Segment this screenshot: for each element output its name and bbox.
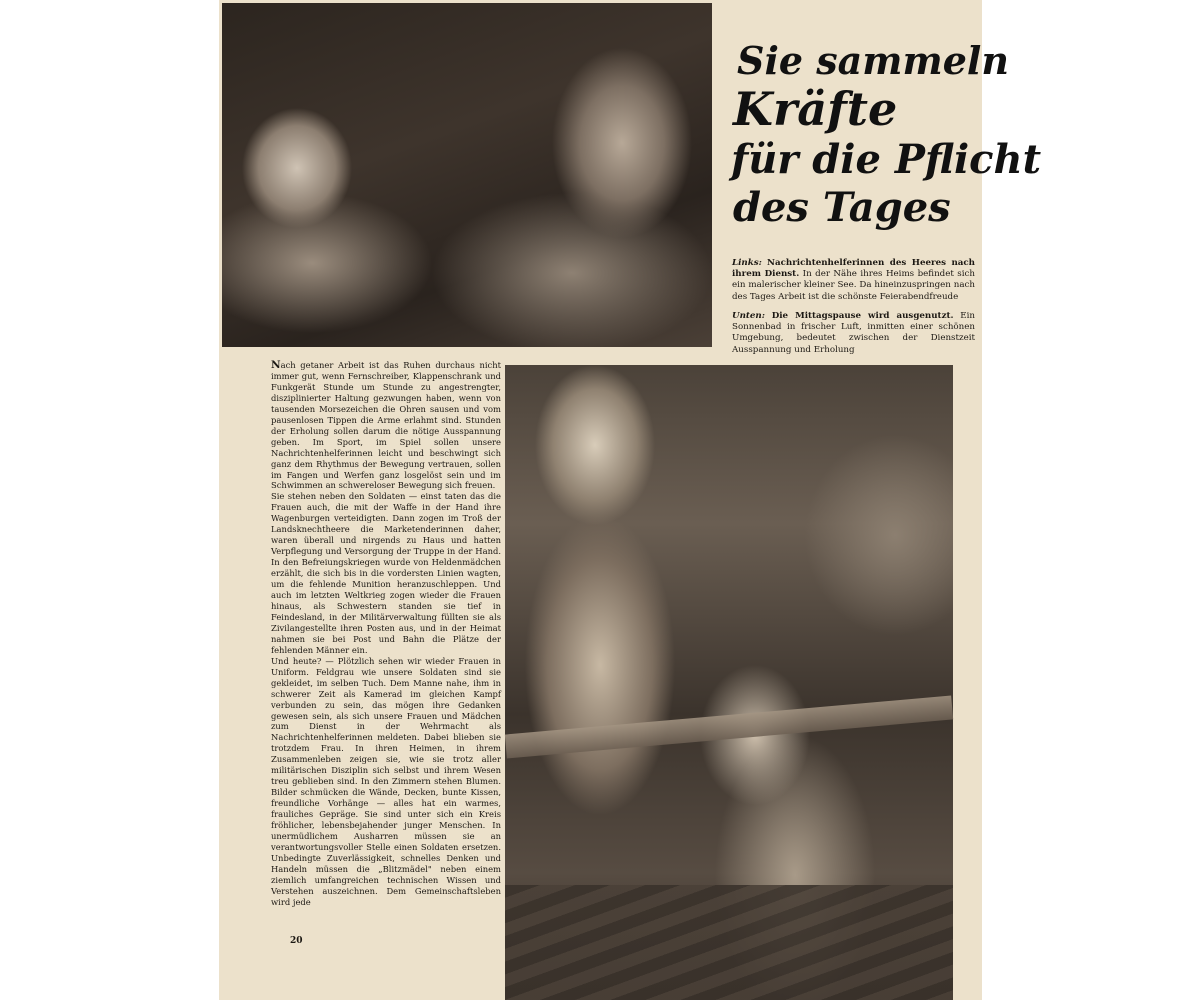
caption-below-bold: Die Mittagspause wird ausgenutzt. xyxy=(771,311,954,321)
headline-line-2: Kräfte xyxy=(733,82,898,136)
headline-line-4: des Tages xyxy=(733,184,951,231)
deck-shape xyxy=(505,885,953,1000)
caption-left xyxy=(732,258,975,303)
headline-line-3: für die Pflicht xyxy=(731,136,1042,183)
page-number: 20 xyxy=(290,936,303,946)
swimming-photo xyxy=(222,3,712,347)
caption-below xyxy=(732,311,975,356)
article-paragraph-text: ach getaner Arbeit ist das Ruhen durchaus nicht immer gut, wenn Fernschreiber, Klappenschrank und Funkgerät Stunde um Stunde zu angestrengter, disziplinierter Haltung gezwungen haben, wenn von tausenden Morsezeichen die Ohren sausen und vom pausenlosen Tippen die Arme erlahmt sind. Stunden der Erholung sollen darum die nötige Ausspannung geben. Im Sport, im Spiel sollen unsere Nachrichtenhelferinnen leicht und beschwingt sich ganz dem Rhythmus der Bewegung vertrauen, sollen im Fangen und Werfen ganz losgelöst sein und im Schwimmen an schwereloser Bewegung sich freuen. xyxy=(271,360,501,491)
article-paragraph xyxy=(271,360,501,491)
article-body xyxy=(271,360,501,930)
railing-shape xyxy=(505,696,953,759)
caption-left-bold: Nachrichtenhelferinnen des Heeres nach ihrem Dienst. xyxy=(732,258,976,280)
drop-cap: N xyxy=(271,359,281,371)
magazine-page xyxy=(219,0,1042,1000)
article-paragraph: Sie stehen neben den Soldaten — einst taten das die Frauen auch, die mit der Waffe in der Hand ihre Wagenburgen verteidigten. Dann zogen im Troß der Landsknechtheere die Marketenderinnen daher, waren überall und nirgends zu Haus und hatten Verpflegung und Versorgung der Truppe in der Hand. In den Befreiungskriegen wurde von Heldenmädchen erzählt, die sich bis in die vordersten Linien wagten, um die fehlende Munition heranzuschleppen. Und auch im letzten Weltkrieg zogen wieder die Frauen hinaus, als Schwestern standen sie tief in Feindesland, in der Militärverwaltung füllten sie als Zivilangestellte ihren Posten aus, und in der Heimat nahmen sie bei Post und Bahn die Plätze der fehlenden Männer ein. xyxy=(271,491,501,655)
caption-below-lead: Unten: xyxy=(732,311,765,321)
caption-below-text: Ein Sonnenbad in frischer Luft, inmitten einer schönen Umgebung, bedeutet zwischen der Dienstzeit Ausspannung und Erholung xyxy=(732,311,976,355)
headline-line-1: Sie sammeln xyxy=(737,38,1009,83)
caption-left-lead: Links: xyxy=(732,258,762,268)
caption-left-text: In der Nähe ihres Heims befindet sich ein malerischer kleiner See. Da hineinzuspringen nach des Tages Arbeit ist die schönste Feierabendfreude xyxy=(732,269,975,302)
headline xyxy=(731,38,1042,231)
sunbathing-photo xyxy=(505,365,953,1000)
article-paragraph: Und heute? — Plötzlich sehen wir wieder Frauen in Uniform. Feldgrau wie unsere Soldaten sind sie gekleidet, im selben Tuch. Dem Manne nahe, ihm in schwerer Zeit als Kamerad im gleichen Kampf verbunden zu sein, das mögen ihre Gedanken gewesen sein, als sich unsere Frauen und Mädchen zum Dienst in der Wehrmacht als Nachrichtenhelferinnen meldeten. Dabei blieben sie trotzdem Frau. In ihren Heimen, in ihrem Zusammenleben zeigen sie, wie sie trotz aller militärischen Disziplin sich selbst und ihrem Wesen treu geblieben sind. In den Zimmern stehen Blumen. Bilder schmücken die Wände, Decken, bunte Kissen, freundliche Vorhänge — alles hat ein warmes, frauliches Gepräge. Sie sind unter sich ein Kreis fröhlicher, lebensbejahender junger Menschen. In unermüdlichem Ausharren müssen sie an verantwortungsvoller Stelle einen Soldaten ersetzen. Unbedingte Zuverlässigkeit, schnelles Denken und Handeln müssen die „Blitzmädel" neben einem ziemlich umfangreichen technischen Wissen und Verstehen auszeichnen. Dem Gemeinschaftsleben wird jede xyxy=(271,655,501,907)
